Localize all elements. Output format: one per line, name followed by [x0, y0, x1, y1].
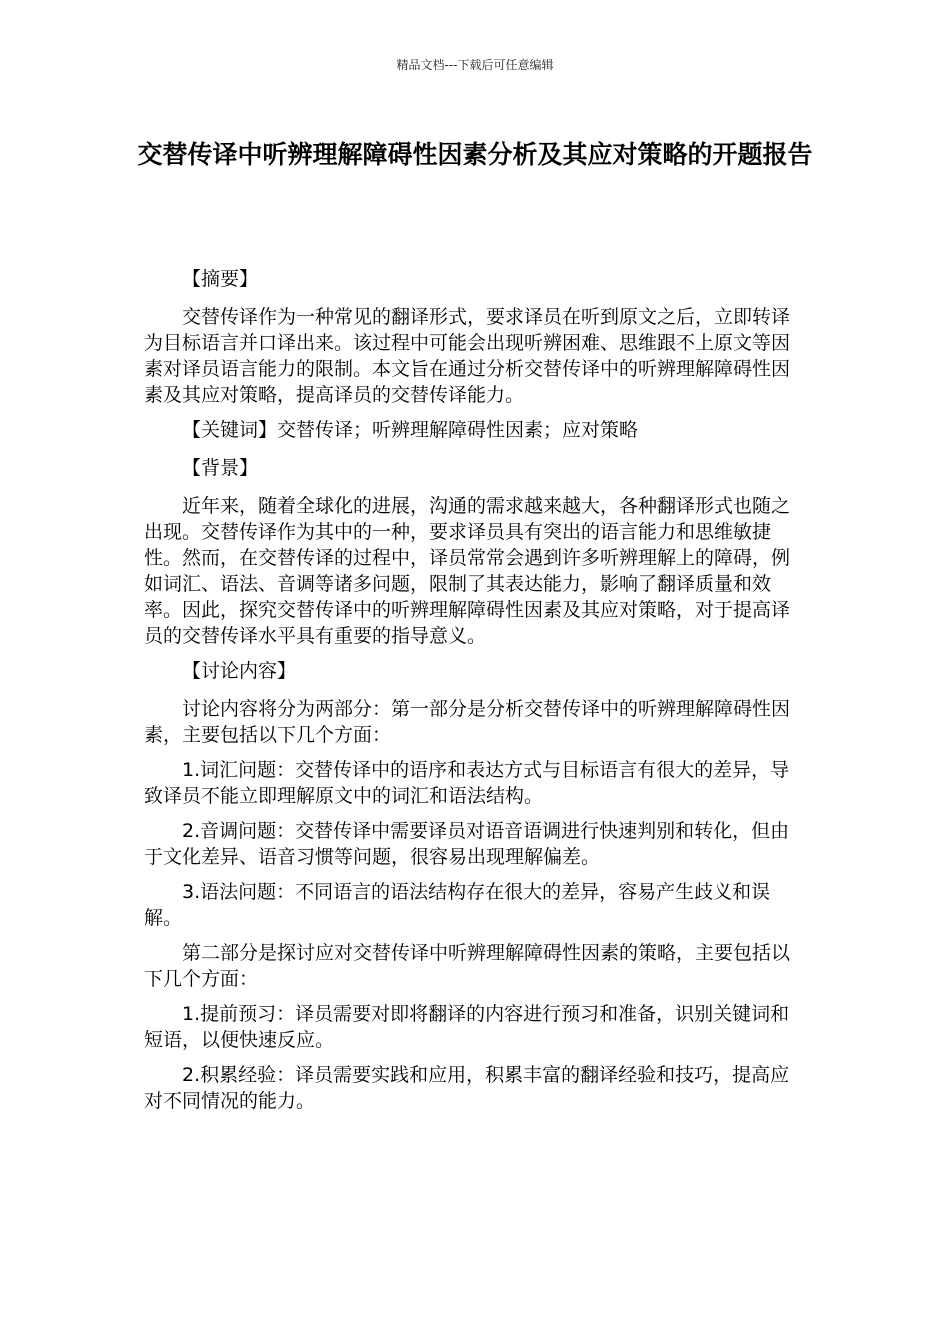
factor-item-vocabulary: 1.词汇问题：交替传译中的语序和表达方式与目标语言有很大的差异，导致译员不能立即理解原文中的词汇和语法结构。 — [144, 759, 790, 807]
background-heading: 【背景】 — [182, 457, 259, 479]
document-title: 交替传译中听辨理解障碍性因素分析及其应对策略的开题报告 — [137, 140, 813, 169]
strategy-item-experience: 2.积累经验：译员需要实践和应用，积累丰富的翻译经验和技巧，提高应对不同情况的能力。 — [144, 1064, 790, 1112]
abstract-heading: 【摘要】 — [182, 268, 259, 290]
page-header: 精品文档---下载后可任意编辑 — [396, 58, 554, 72]
abstract-paragraph: 交替传译作为一种常见的翻译形式，要求译员在听到原文之后，立即转译为目标语言并口译出来。该过程中可能会出现听辨困难、思维跟不上原文等因素对译员语言能力的限制。本文旨在通过分析交替传译中的听辨理解障碍性因素及其应对策略，提高译员的交替传译能力。 — [144, 306, 791, 406]
keywords-line: 【关键词】交替传译；听辨理解障碍性因素；应对策略 — [182, 419, 639, 441]
background-paragraph: 近年来，随着全球化的进展，沟通的需求越来越大，各种翻译形式也随之出现。交替传译作为其中的一种，要求译员具有突出的语言能力和思维敏捷性。然而，在交替传译的过程中，译员常常会遇到许多听辨理解上的障碍，例如词汇、语法、音调等诸多问题，限制了其表达能力，影响了翻译质量和效率。因此，探究交替传译中的听辨理解障碍性因素及其应对策略，对于提高译员的交替传译水平具有重要的指导意义。 — [144, 495, 791, 647]
document-body — [144, 266, 804, 1123]
part-two-intro-paragraph: 第二部分是探讨应对交替传译中听辨理解障碍性因素的策略，主要包括以下几个方面： — [144, 942, 791, 990]
strategy-item-preview: 1.提前预习：译员需要对即将翻译的内容进行预习和准备，识别关键词和短语，以便快速反应。 — [144, 1003, 790, 1051]
discussion-intro-paragraph: 讨论内容将分为两部分：第一部分是分析交替传译中的听辨理解障碍性因素，主要包括以下几个方面： — [144, 698, 791, 746]
factor-item-intonation: 2.音调问题：交替传译中需要译员对语音语调进行快速判别和转化，但由于文化差异、语音习惯等问题，很容易出现理解偏差。 — [144, 820, 790, 868]
factor-item-grammar: 3.语法问题：不同语言的语法结构存在很大的差异，容易产生歧义和误解。 — [144, 881, 771, 929]
discussion-heading: 【讨论内容】 — [182, 660, 297, 682]
